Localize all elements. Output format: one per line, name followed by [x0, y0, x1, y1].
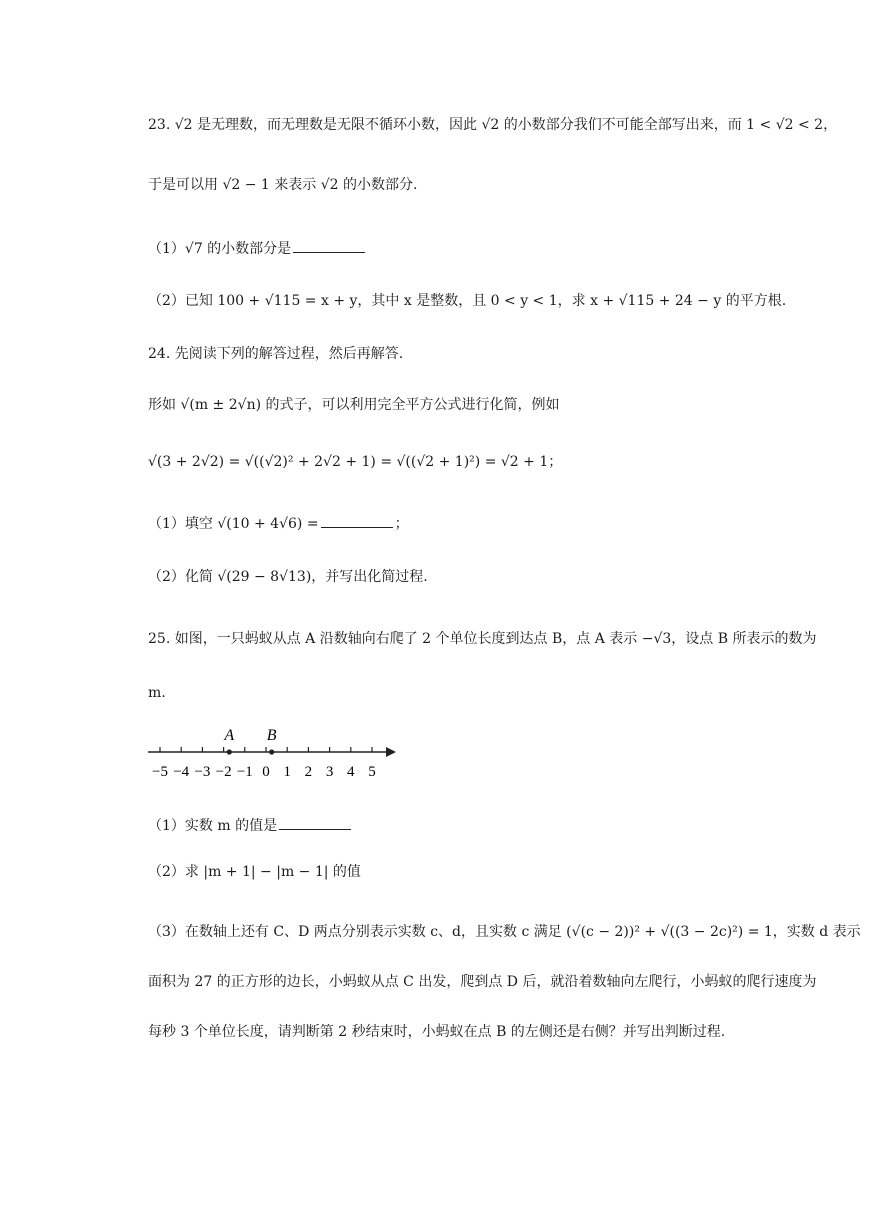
number-line — [148, 720, 398, 782]
answer-blank — [321, 513, 393, 528]
tick-label: 0 — [262, 764, 270, 780]
q23-part1-text: （1）√7 的小数部分是 — [148, 241, 292, 257]
q24-example: √(3 + 2√2) = √((√2)² + 2√2 + 1) = √((√2 + 1)²) = √2 + 1； — [148, 454, 563, 470]
q25-line1: 25. 如图，一只蚂蚁从点 A 沿数轴向右爬了 2 个单位长度到达点 B，点 A 表示 −√3，设点 B 所表示的数为 — [148, 631, 817, 647]
tick-label: −5 — [152, 764, 168, 780]
q24-part2: （2）化简 √(29 − 8√13)，并写出化简过程. — [148, 569, 428, 585]
q24-part1-text: （1）填空 √(10 + 4√6) = — [148, 516, 319, 532]
q23-line2: 于是可以用 √2 − 1 来表示 √2 的小数部分. — [148, 177, 418, 193]
q24-part1-end: ； — [394, 516, 409, 532]
tick-label: −4 — [173, 764, 190, 780]
q24-part1 — [148, 513, 409, 531]
q24-line2: 形如 √(m ± 2√n) 的式子，可以利用完全平方公式进行化简，例如 — [148, 397, 560, 413]
tick-label: 3 — [325, 764, 334, 780]
point-a — [227, 749, 232, 754]
q25-part2: （2）求 |m + 1| − |m − 1| 的值 — [148, 864, 361, 880]
tick-label: −2 — [215, 764, 232, 780]
q23-line1: 23. √2 是无理数，而无理数是无限不循环小数，因此 √2 的小数部分我们不可能全部写出来，而 1 < √2 < 2， — [148, 117, 838, 133]
q25-part3-line2: 面积为 27 的正方形的边长，小蚂蚁从点 C 出发，爬到点 D 后，就沿着数轴向左爬行，小蚂蚁的爬行速度为 — [148, 974, 817, 990]
q24-line1: 24. 先阅读下列的解答过程，然后再解答. — [148, 346, 404, 362]
answer-blank — [279, 815, 351, 830]
point-a-label: A — [224, 727, 235, 744]
q23-part2: （2）已知 100 + √115 = x + y，其中 x 是整数，且 0 < y < 1，求 x + √115 + 24 − y 的平方根. — [148, 293, 787, 309]
tick-label: 5 — [368, 764, 376, 780]
tick-label: −1 — [236, 764, 253, 780]
q23-part1 — [148, 238, 367, 256]
tick-label: −3 — [194, 764, 211, 780]
axis-arrow-icon — [386, 747, 396, 757]
q25-part1-text: （1）实数 m 的值是 — [148, 818, 278, 834]
tick-label: 2 — [304, 764, 313, 780]
point-b-label: B — [266, 727, 277, 744]
tick-label: 4 — [347, 764, 355, 780]
q25-part3-line3: 每秒 3 个单位长度，请判断第 2 秒结束时，小蚂蚁在点 B 的左侧还是右侧？并写出判断过程. — [148, 1024, 726, 1040]
q25-part1 — [148, 815, 353, 833]
q25-line2: m. — [148, 685, 166, 701]
answer-blank — [293, 238, 365, 253]
tick-label: 1 — [283, 764, 291, 780]
q25-part3-line1: （3）在数轴上还有 C、D 两点分别表示实数 c、d，且实数 c 满足 (√(c − 2))² + √((3 − 2c)²) = 1，实数 d 表示 — [148, 924, 861, 940]
point-b — [269, 749, 274, 754]
